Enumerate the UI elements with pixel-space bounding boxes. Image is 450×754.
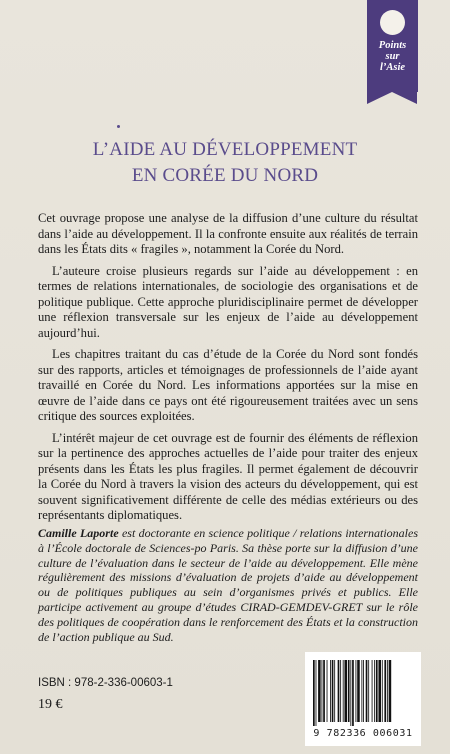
- barcode-bar: [327, 660, 328, 722]
- barcode-bar: [334, 660, 335, 722]
- author-bio-text: est doctorante en science politique / relations internationales à l’École doctorale de Sciences-po Paris. Sa thèse porte sur la diffusion d’une culture de l’évaluation dans le secteur de l’aide au développement. Elle mène régulièrement des missions d’évaluation de projets d’aide au développement ou de politiques publiques au sein d’organismes privés et publics. Elle participe activement au groupe d’études CIRAD-GEMDEV-GRET sur le rôle des politiques de coopération dans le renforcement des États et la construction de l’action publique au Sud.: [38, 526, 418, 644]
- series-line-3: l’Asie: [379, 62, 406, 73]
- series-line-2: sur: [385, 51, 400, 62]
- barcode-bar: [382, 660, 383, 722]
- barcode-bar: [376, 660, 378, 722]
- barcode-bar: [344, 660, 347, 722]
- barcode-bar: [368, 660, 369, 722]
- series-name: [367, 40, 418, 73]
- barcode-bar: [313, 660, 315, 726]
- barcode-bar: [366, 660, 368, 722]
- barcode-bar: [318, 660, 321, 722]
- barcode-bar: [350, 660, 351, 726]
- barcode-bar: [330, 660, 331, 722]
- barcode-bar: [389, 660, 392, 722]
- barcode-bar: [374, 660, 375, 722]
- barcode-bar: [352, 660, 354, 726]
- barcode-bar: [338, 660, 340, 722]
- barcode-bar: [322, 660, 323, 722]
- book-title-line-1: L’AIDE AU DÉVELOPPEMENT: [92, 139, 358, 160]
- barcode-bar: [384, 660, 386, 722]
- description-paragraph: L’auteure croise plusieurs regards sur l’aide au développement : en termes de relations internationales, de sociologie des organisations et de politique publique. Cette approche pluridisciplinaire permet de développer une réflexion transversale sur les enjeux de l’aide au développement aujourd’hui.: [38, 263, 418, 340]
- price: 19 €: [38, 697, 63, 712]
- barcode-number: 9 782336 006031: [313, 728, 413, 739]
- description-paragraph: Cet ouvrage propose une analyse de la diffusion d’une culture du résultat dans l’aide au développement. Il la confronte ensuite aux réalités de terrain dans les États dits « fragiles », notamment la Corée du Nord.: [38, 211, 418, 256]
- barcode-bar: [372, 660, 373, 722]
- series-ribbon: [367, 0, 418, 92]
- barcode-bar: [323, 660, 325, 722]
- barcode-bar: [343, 660, 344, 722]
- barcode-bar: [340, 660, 341, 722]
- book-title: [0, 137, 450, 189]
- book-description: [38, 211, 418, 530]
- author-name: Camille Laporte: [38, 526, 119, 540]
- barcode-bars: [311, 660, 415, 726]
- barcode-bar: [357, 660, 360, 722]
- barcode-bar: [356, 660, 357, 722]
- barcode-bar: [378, 660, 381, 722]
- book-title-line-2: EN CORÉE DU NORD: [131, 165, 319, 186]
- barcode-bar: [387, 660, 388, 722]
- series-line-1: Points: [378, 40, 407, 51]
- barcode-bar: [316, 660, 317, 726]
- description-paragraph: L’intérêt majeur de cet ouvrage est de fournir des éléments de réflexion sur la pertinence des approches actuelles de l’aide pour traiter des enjeux présents dans les États les plus fragiles. Il permet également de découvrir la Corée du Nord à travers la vision des acteurs du développement, qui est souvent significativement différente de celle des médias extérieurs ou des représentants diplomatiques.: [38, 430, 418, 522]
- barcode-bar: [363, 660, 364, 722]
- barcode: [305, 652, 421, 746]
- barcode-bar: [361, 660, 362, 722]
- author-bio: [38, 526, 418, 644]
- barcode-bar: [332, 660, 334, 722]
- series-logo-dot: [380, 10, 405, 35]
- isbn: ISBN : 978-2-336-00603-1: [38, 677, 173, 689]
- barcode-bar: [348, 660, 350, 722]
- decorative-dot: [117, 125, 120, 128]
- description-paragraph: Les chapitres traitant du cas d’étude de la Corée du Nord sont fondés sur des rapports, articles et témoignages de professionnels de l’aide ayant travaillé en Corée du Nord. Les informations apportées sur la mise en œuvre de l’aide dans ce pays ont été rigoureusement traitées avec un sens critique des sources exploitées.: [38, 347, 418, 423]
